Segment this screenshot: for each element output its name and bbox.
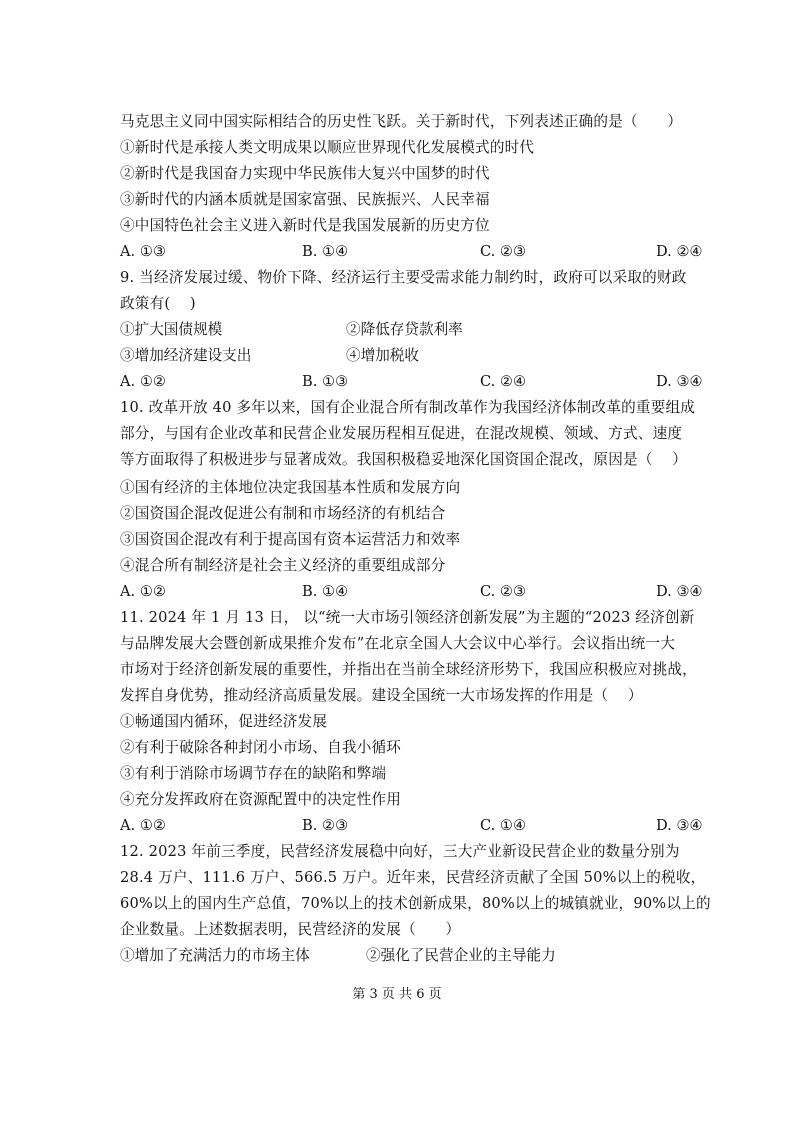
q8-option-d: D. ②④ bbox=[656, 243, 703, 260]
q8-item-4: ④中国特色社会主义进入新时代是我国发展新的历史方位 bbox=[120, 217, 490, 234]
q10-item-3: ③国资国企混改有利于提高国有资本运营活力和效率 bbox=[120, 531, 461, 548]
q9-stem-line-1: 9. 当经济发展过缓、物价下降、经济运行主要受需求能力制约时，政府可以采取的财政 bbox=[120, 269, 687, 286]
q8-option-b: B. ①④ bbox=[302, 243, 349, 260]
q11-options bbox=[120, 816, 708, 836]
page-footer: 第 3 页 共 6 页 bbox=[352, 987, 442, 1002]
q10-stem-line-2: 部分，与国有企业改革和民营企业发展历程相互促进，在混改规模、领域、方式、速度 bbox=[120, 425, 683, 442]
q9-options bbox=[120, 372, 708, 392]
q11-option-c: C. ①④ bbox=[480, 817, 527, 834]
q11-option-d: D. ③④ bbox=[656, 817, 703, 834]
q10-option-b: B. ①④ bbox=[302, 583, 349, 600]
q8-item-1: ①新时代是承接人类文明成果以顺应世界现代化发展模式的时代 bbox=[120, 139, 535, 156]
q9-items-row-2 bbox=[120, 346, 708, 366]
q9-item-2: ②降低存贷款利率 bbox=[346, 321, 463, 338]
q9-option-a: A. ①② bbox=[120, 373, 166, 390]
q9-items-row-1 bbox=[120, 320, 708, 340]
q11-stem-line-1: 11. 2024 年 1 月 13 日， 以“统一大市场引领经济创新发展”为主题的“2023 经济创新 bbox=[120, 609, 695, 626]
q8-option-a: A. ①③ bbox=[120, 243, 166, 260]
q10-options bbox=[120, 582, 708, 602]
q12-stem-line-2: 28.4 万户、111.6 万户、566.5 万户。近年来，民营经济贡献了全国 50%以上的税收， bbox=[120, 869, 706, 886]
q8-option-c: C. ②③ bbox=[480, 243, 527, 260]
q11-item-4: ④充分发挥政府在资源配置中的决定性作用 bbox=[120, 791, 402, 808]
q8-item-2: ②新时代是我国奋力实现中华民族伟大复兴中国梦的时代 bbox=[120, 165, 490, 182]
q11-item-2: ②有利于破除各种封闭小市场、自我小循环 bbox=[120, 739, 402, 756]
q11-stem-line-3: 市场对于经济创新发展的重要性，并指出在当前全球经济形势下，我国应积极应对挑战， bbox=[120, 661, 697, 678]
q8-options bbox=[120, 242, 708, 262]
q12-items-row-1 bbox=[120, 946, 708, 966]
q12-item-1: ①增加了充满活力的市场主体 bbox=[120, 947, 310, 964]
q11-option-a: A. ①② bbox=[120, 817, 166, 834]
q9-option-c: C. ②④ bbox=[480, 373, 527, 390]
q11-stem-line-4: 发挥自身优势，推动经济高质量发展。建设全国统一大市场发挥的作用是（ ） bbox=[120, 687, 643, 704]
q12-stem-line-1: 12. 2023 年前三季度，民营经济发展稳中向好，三大产业新设民营企业的数量分别为 bbox=[120, 843, 680, 860]
q11-option-b: B. ②③ bbox=[302, 817, 349, 834]
q9-item-4: ④增加税收 bbox=[346, 347, 419, 364]
q10-option-a: A. ①② bbox=[120, 583, 166, 600]
q10-item-1: ①国有经济的主体地位决定我国基本性质和发展方向 bbox=[120, 479, 461, 496]
q11-item-1: ①畅通国内循环，促进经济发展 bbox=[120, 713, 328, 730]
q9-option-b: B. ①③ bbox=[302, 373, 349, 390]
q8-stem-line: 马克思主义同中国实际相结合的历史性飞跃。关于新时代，下列表述正确的是（ ） bbox=[120, 113, 683, 130]
q8-item-3: ③新时代的内涵本质就是国家富强、民族振兴、人民幸福 bbox=[120, 191, 490, 208]
q11-item-3: ③有利于消除市场调节存在的缺陷和弊端 bbox=[120, 765, 387, 782]
q10-item-2: ②国资国企混改促进公有制和市场经济的有机结合 bbox=[120, 505, 446, 522]
q12-stem-line-4: 企业数量。上述数据表明，民营经济的发展（ ） bbox=[120, 921, 461, 938]
q10-stem-line-3: 等方面取得了积极进步与显著成效。我国积极稳妥地深化国资国企混改，原因是（ ） bbox=[120, 451, 688, 468]
q10-item-4: ④混合所有制经济是社会主义经济的重要组成部分 bbox=[120, 557, 446, 574]
q10-stem-line-1: 10. 改革开放 40 多年以来，国有企业混合所有制改革作为我国经济体制改革的重要组成 bbox=[120, 399, 696, 416]
q9-option-d: D. ③④ bbox=[656, 373, 703, 390]
q9-item-3: ③增加经济建设支出 bbox=[120, 347, 252, 364]
q12-stem-line-3: 60%以上的国内生产总值，70%以上的技术创新成果，80%以上的城镇就业，90%以上的 bbox=[120, 895, 711, 912]
q9-stem-line-2: 政策有( ) bbox=[120, 295, 196, 312]
q10-option-d: D. ③④ bbox=[656, 583, 703, 600]
q10-option-c: C. ②③ bbox=[480, 583, 527, 600]
q11-stem-line-2: 与品牌发展大会暨创新成果推介发布”在北京全国人大会议中心举行。会议指出统一大 bbox=[120, 635, 676, 652]
q12-item-2: ②强化了民营企业的主导能力 bbox=[366, 947, 556, 964]
q9-item-1: ①扩大国债规模 bbox=[120, 321, 223, 338]
